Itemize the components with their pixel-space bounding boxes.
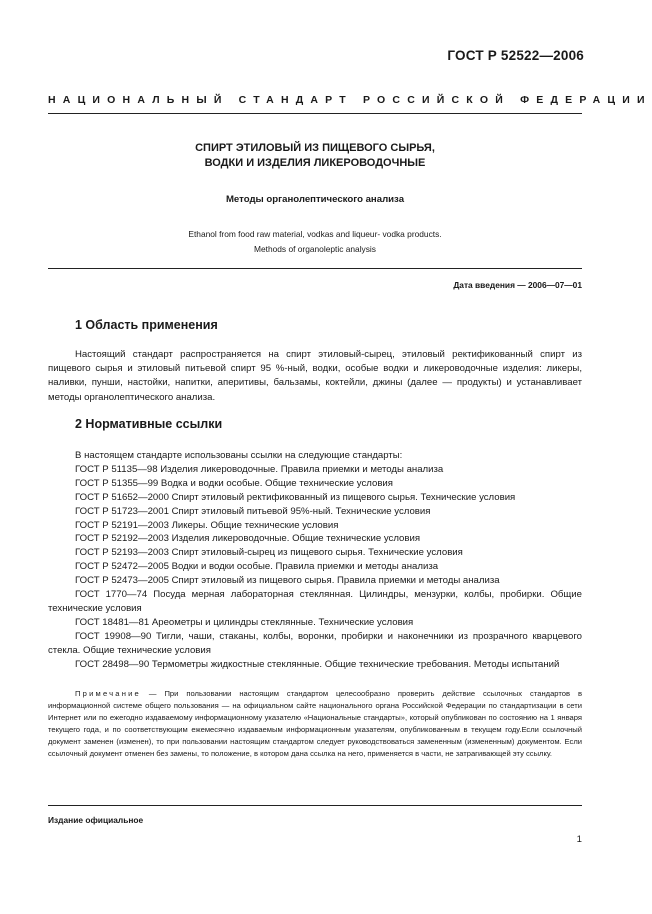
reference-item: ГОСТ Р 51723—2001 Спирт этиловый питьевой 95%-ный. Технические условия — [75, 505, 431, 517]
page-number: 1 — [576, 834, 582, 845]
document-title — [48, 141, 582, 171]
reference-item: ГОСТ Р 51135—98 Изделия ликероводочные. Правила приемки и методы анализа — [75, 463, 444, 475]
section-1-body: Настоящий стандарт распространяется на спирт этиловый-сырец, этиловый ректификованный спирт из пищевого сырья и этиловый питьевой спирт 95 %-ный, водки, особые водки и ликероводочные изделия: ликеры, наливки, пунши, настойки, напитки, аперитивы, бальзамы, коктейли, джины (далее — продукты) и устанавливает методы органолептического анализа. — [48, 349, 582, 403]
national-standard-banner: НАЦИОНАЛЬНЫЙ СТАНДАРТ РОССИЙСКОЙ ФЕДЕРАЦИИ — [48, 94, 652, 106]
title-rule — [48, 268, 582, 269]
edition-label: Издание официальное — [48, 815, 144, 825]
reference-item: ГОСТ Р 52473—2005 Спирт этиловый из пищевого сырья. Правила приемки и методы анализа — [75, 575, 500, 587]
header-rule — [48, 113, 582, 114]
reference-item: ГОСТ Р 51355—99 Водка и водки особые. Общие технические условия — [75, 477, 393, 489]
english-title-line-1: Ethanol from food raw material, vodkas and liqueur- vodka products. — [188, 229, 442, 239]
reference-item: ГОСТ Р 52193—2003 Спирт этиловый-сырец из пищевого сырья. Технические условия — [75, 547, 463, 559]
footer-rule — [48, 805, 582, 806]
document-subtitle: Методы органолептического анализа — [225, 194, 405, 205]
note-text: — При пользовании настоящим стандартом целесообразно проверить действие ссылочных стандартов в информационной системе общего пользования — на официальном сайте национального органа Российской Федерации по стандартизации в сети Интернет или по ежегодно издаваемому информационному указателю «Национальные стандарты», который опубликован по состоянию на 1 января текущего года, и по соответствующим ежемесячно издаваемым информационным указателям, опубликованным в текущем году.Если ссылочный документ заменен (изменен), то при пользовании настоящим стандартом следует руководствоваться замененным (измененным) документом. Если ссылочный документ отменен без замены, то положение, в котором дана ссылка на него, применяется в части, не затрагивающей эту ссылку. — [48, 689, 582, 759]
title-line-2: ВОДКИ И ИЗДЕЛИЯ ЛИКЕРОВОДОЧНЫЕ — [204, 157, 426, 169]
reference-item: ГОСТ Р 52192—2003 Изделия ликероводочные. Общие технические условия — [75, 533, 421, 545]
section-1-heading: 1 Область применения — [75, 318, 218, 332]
references-note — [48, 688, 582, 761]
references-list — [48, 449, 582, 672]
reference-item: ГОСТ 28498—90 Термометры жидкостные стеклянные. Общие технические требования. Методы испытаний — [75, 658, 560, 670]
reference-item: ГОСТ 19908—90 Тигли, чаши, стаканы, колбы, воронки, пробирки и наконечники из прозрачного кварцевого стекла. Общие технические условия — [48, 630, 582, 656]
note-label: Примечание — [75, 689, 141, 698]
section-2-heading: 2 Нормативные ссылки — [75, 417, 223, 431]
section-1-text — [48, 348, 582, 405]
reference-item: ГОСТ Р 51652—2000 Спирт этиловый ректификованный из пищевого сырья. Технические условия — [75, 491, 516, 503]
english-title-line-2: Methods of organoleptic analysis — [254, 244, 376, 254]
reference-item: ГОСТ Р 52191—2003 Ликеры. Общие технические условия — [75, 519, 339, 531]
reference-item: ГОСТ Р 52472—2005 Водки и водки особые. Правила приемки и методы анализа — [75, 561, 439, 573]
references-intro: В настоящем стандарте использованы ссылки на следующие стандарты: — [75, 450, 403, 461]
title-line-1: СПИРТ ЭТИЛОВЫЙ ИЗ ПИЩЕВОГО СЫРЬЯ, — [195, 142, 435, 154]
reference-item: ГОСТ 1770—74 Посуда мерная лабораторная стеклянная. Цилиндры, мензурки, колбы, пробирки. Общие технические условия — [48, 589, 582, 614]
english-title — [48, 227, 582, 257]
intro-date: Дата введения — 2006—07—01 — [453, 280, 582, 290]
reference-item: ГОСТ 18481—81 Ареометры и цилиндры стеклянные. Технические условия — [75, 616, 414, 628]
doc-code: ГОСТ Р 52522—2006 — [447, 48, 584, 63]
